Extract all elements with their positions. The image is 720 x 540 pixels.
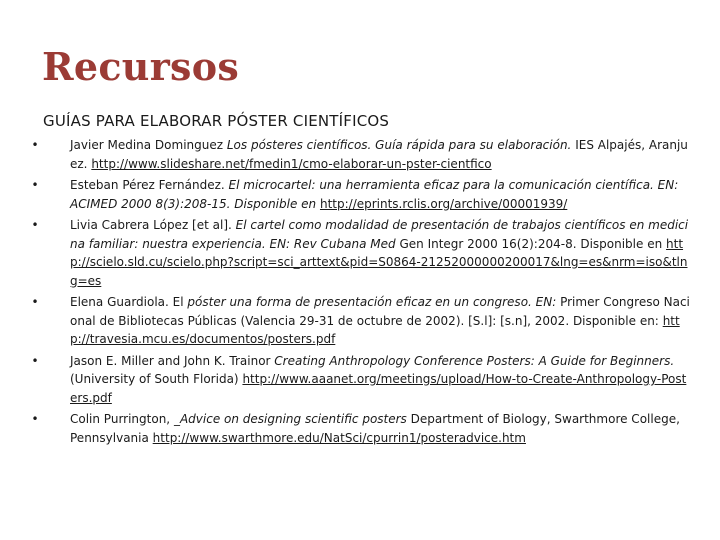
reference-work: El cartel como modalidad de presentación de trabajos científicos en medicina familiar: nuestra experiencia. EN: Rev Cubana Med bbox=[70, 218, 689, 251]
reference-work: Los pósteres científicos. Guía rápida para su elaboración. bbox=[226, 138, 572, 152]
reference-author: Jason E. Miller and John K. Trainor bbox=[70, 353, 271, 368]
reference-author: Esteban Pérez Fernández. bbox=[70, 178, 225, 192]
reference-link[interactable]: http://www.slideshare.net/fmedin1/cmo-elaborar-un-pster-cientfico bbox=[91, 156, 492, 171]
reference-details: IES Alpajés, Aranjuez. bbox=[70, 138, 688, 171]
reference-author: Javier Medina Dominguez bbox=[70, 138, 224, 152]
reference-item bbox=[30, 216, 690, 290]
reference-details: Gen Integr 2000 16(2):204-8. Disponible en bbox=[399, 236, 663, 251]
reference-work: Creating Anthropology Conference Posters: A Guide for Beginners. bbox=[274, 353, 675, 368]
reference-author: Colin Purrington, bbox=[70, 412, 171, 426]
reference-link[interactable]: http://travesia.mcu.es/documentos/posters.pdf bbox=[70, 313, 680, 346]
reference-work: _Advice on designing scientific posters bbox=[173, 412, 407, 426]
reference-link[interactable]: http://scielo.sld.cu/scielo.php?script=sci_arttext&pid=S0864-21252000000200017&lng=es&nrm=iso&tlng=es bbox=[70, 236, 688, 288]
bullet-icon: • bbox=[31, 178, 39, 192]
reference-work: póster una forma de presentación eficaz en un congreso. EN: bbox=[187, 295, 557, 309]
reference-author: Livia Cabrera López [et al]. bbox=[70, 218, 232, 232]
bullet-icon: • bbox=[31, 295, 39, 309]
reference-details: (University of South Florida) bbox=[70, 372, 239, 386]
reference-link[interactable]: http://www.swarthmore.edu/NatSci/cpurrin1/posteradvice.htm bbox=[152, 430, 526, 445]
reference-item bbox=[30, 136, 690, 173]
reference-item bbox=[30, 176, 690, 213]
reference-details: Department of Biology, Swarthmore College, Pennsylvania bbox=[70, 412, 680, 445]
page-title: Recursos bbox=[42, 44, 240, 89]
bullet-icon: • bbox=[31, 218, 39, 232]
reference-work: El microcartel: una herramienta eficaz para la comunicación científica. EN: ACIMED 2000 8(3):208-15. Disponible en bbox=[70, 178, 679, 211]
reference-details: Primer Congreso Nacional de Bibliotecas Públicas (Valencia 29-31 de octubre de 2002). [S.l]: [s.n], 2002. Disponible en: bbox=[70, 295, 690, 328]
section-subtitle: GUÍAS PARA ELABORAR PÓSTER CIENTÍFICOS bbox=[43, 112, 390, 130]
reference-author: Elena Guardiola. El bbox=[70, 295, 184, 309]
reference-item bbox=[30, 410, 690, 447]
reference-item bbox=[30, 352, 690, 408]
bullet-icon: • bbox=[31, 353, 39, 368]
bullet-icon: • bbox=[31, 138, 39, 152]
reference-link[interactable]: http://www.aaanet.org/meetings/upload/How-to-Create-Anthropology-Posters.pdf bbox=[70, 372, 687, 405]
reference-link[interactable]: http://eprints.rclis.org/archive/00001939/ bbox=[319, 196, 568, 211]
reference-list bbox=[30, 136, 690, 450]
reference-item bbox=[30, 293, 690, 349]
bullet-icon: • bbox=[31, 412, 39, 426]
